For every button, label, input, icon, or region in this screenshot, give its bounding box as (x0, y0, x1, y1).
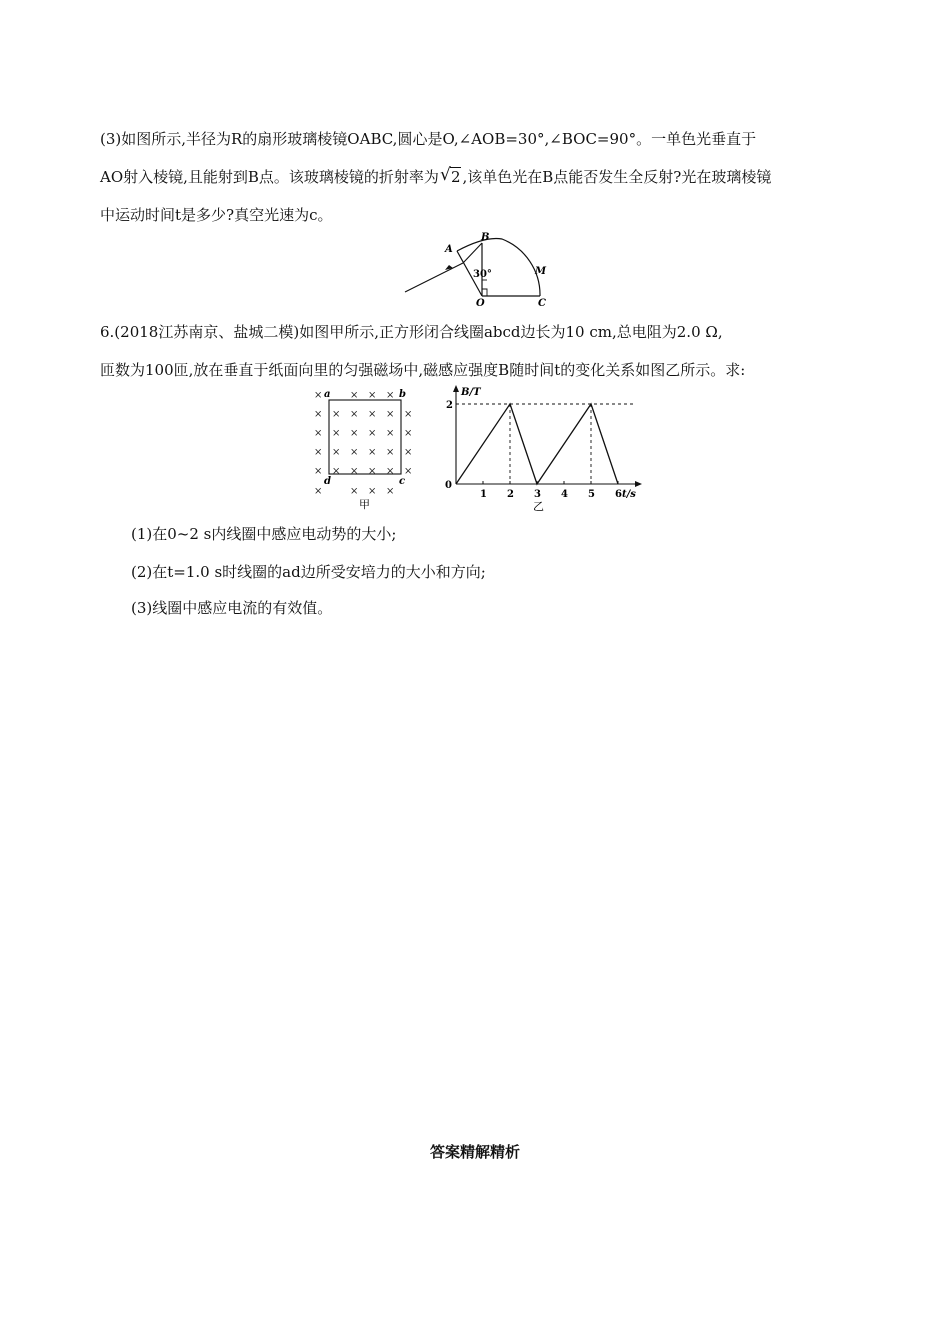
angle-label: 30° (473, 269, 492, 280)
b-series-line (456, 404, 618, 484)
chart-layer (445, 385, 642, 512)
answer-title: 答案精解精析 (429, 1143, 520, 1161)
sqrt-expression (440, 158, 462, 196)
caption-yi: 乙 (533, 500, 544, 512)
field-cross: × (350, 428, 359, 439)
field-cross: × (332, 466, 341, 477)
right-angle-mark (482, 289, 487, 296)
q6-line-1: 6.(2018江苏南京、盐城二模)如图甲所示,正方形闭合线圈abcd边长为10 cm,总电阻为2.0 Ω, (100, 323, 723, 341)
label-o: O (476, 298, 485, 308)
sqrt-sign: √ (439, 165, 451, 185)
sub-question-3: (3)线圈中感应电流的有效值。 (131, 599, 333, 617)
field-cross: × (386, 409, 395, 420)
sector-prism-figure (395, 228, 565, 308)
q3-line-1: (3)如图所示,半径为R的扇形玻璃棱镜OABC,圆心是O,∠AOB=30°,∠BOC=90°。一单色光垂直于 (100, 130, 757, 148)
x-axis-label: t/s (622, 489, 636, 500)
field-cross: × (314, 486, 323, 497)
field-cross: × (332, 409, 341, 420)
corner-b: b (399, 389, 406, 400)
question-6 (100, 313, 860, 389)
x-axis-arrow-icon (635, 481, 642, 487)
field-cross: × (350, 390, 359, 401)
ray-arrow-icon (445, 265, 453, 270)
field-cross: × (404, 466, 413, 477)
y-axis-arrow-icon (453, 385, 459, 392)
field-cross: × (386, 466, 395, 477)
caption-jia: 甲 (359, 498, 370, 511)
corner-c: c (399, 476, 406, 487)
field-cross: × (404, 409, 413, 420)
field-cross: × (314, 390, 323, 401)
field-cross: × (386, 447, 395, 458)
field-cross: × (368, 409, 377, 420)
origin-label: 0 (445, 480, 452, 491)
field-cross: × (368, 447, 377, 458)
corner-a: a (324, 389, 331, 400)
field-cross: × (350, 486, 359, 497)
sqrt-value: 2 (450, 168, 461, 186)
y-tick-label: 2 (446, 400, 453, 411)
field-cross: × (332, 428, 341, 439)
field-cross: × (332, 447, 341, 458)
field-cross: × (368, 428, 377, 439)
field-cross: × (350, 409, 359, 420)
q3-line-2-pre: AO射入棱镜,且能射到B点。该玻璃棱镜的折射率为 (100, 168, 439, 186)
field-cross: × (386, 428, 395, 439)
bt-graph (440, 382, 650, 512)
q3-line-2-post: ,该单色光在B点能否发生全反射?光在玻璃棱镜 (462, 168, 772, 186)
sub-question-1: (1)在0~2 s内线圈中感应电动势的大小; (131, 525, 397, 543)
field-cross: × (368, 486, 377, 497)
label-b: B (481, 232, 490, 243)
corner-d: d (324, 476, 331, 487)
field-cross: × (350, 466, 359, 477)
x-tick-label: 6 (615, 489, 622, 500)
field-cross: × (314, 447, 323, 458)
q6-line-2: 匝数为100匝,放在垂直于纸面向里的匀强磁场中,磁感应强度B随时间t的变化关系如图乙所示。求: (100, 361, 746, 379)
field-cross: × (368, 466, 377, 477)
y-axis-label: B/T (461, 387, 481, 398)
sector-arc (457, 239, 540, 297)
q3-line-2 (100, 158, 860, 196)
x-tick-label: 1 (480, 489, 487, 500)
question-3 (100, 120, 860, 234)
field-cross: × (368, 390, 377, 401)
field-cross: × (350, 447, 359, 458)
field-cross: × (314, 466, 323, 477)
x-tick-label: 3 (534, 489, 541, 500)
label-m: M (535, 266, 547, 277)
incident-ray (405, 263, 463, 292)
coil-field-figure (305, 380, 425, 512)
x-tick-label: 5 (588, 489, 595, 500)
label-a: A (445, 244, 453, 255)
x-tick-label: 4 (561, 489, 568, 500)
field-cross: × (314, 409, 323, 420)
field-cross: × (386, 486, 395, 497)
q3-line-3: 中运动时间t是多少?真空光速为c。 (100, 206, 333, 224)
field-cross: × (386, 390, 395, 401)
field-cross: × (404, 447, 413, 458)
sub-question-2: (2)在t=1.0 s时线圈的ad边所受安培力的大小和方向; (131, 563, 486, 581)
label-c: C (538, 298, 546, 308)
field-cross: × (404, 428, 413, 439)
field-cross: × (314, 428, 323, 439)
x-tick-label: 2 (507, 489, 514, 500)
